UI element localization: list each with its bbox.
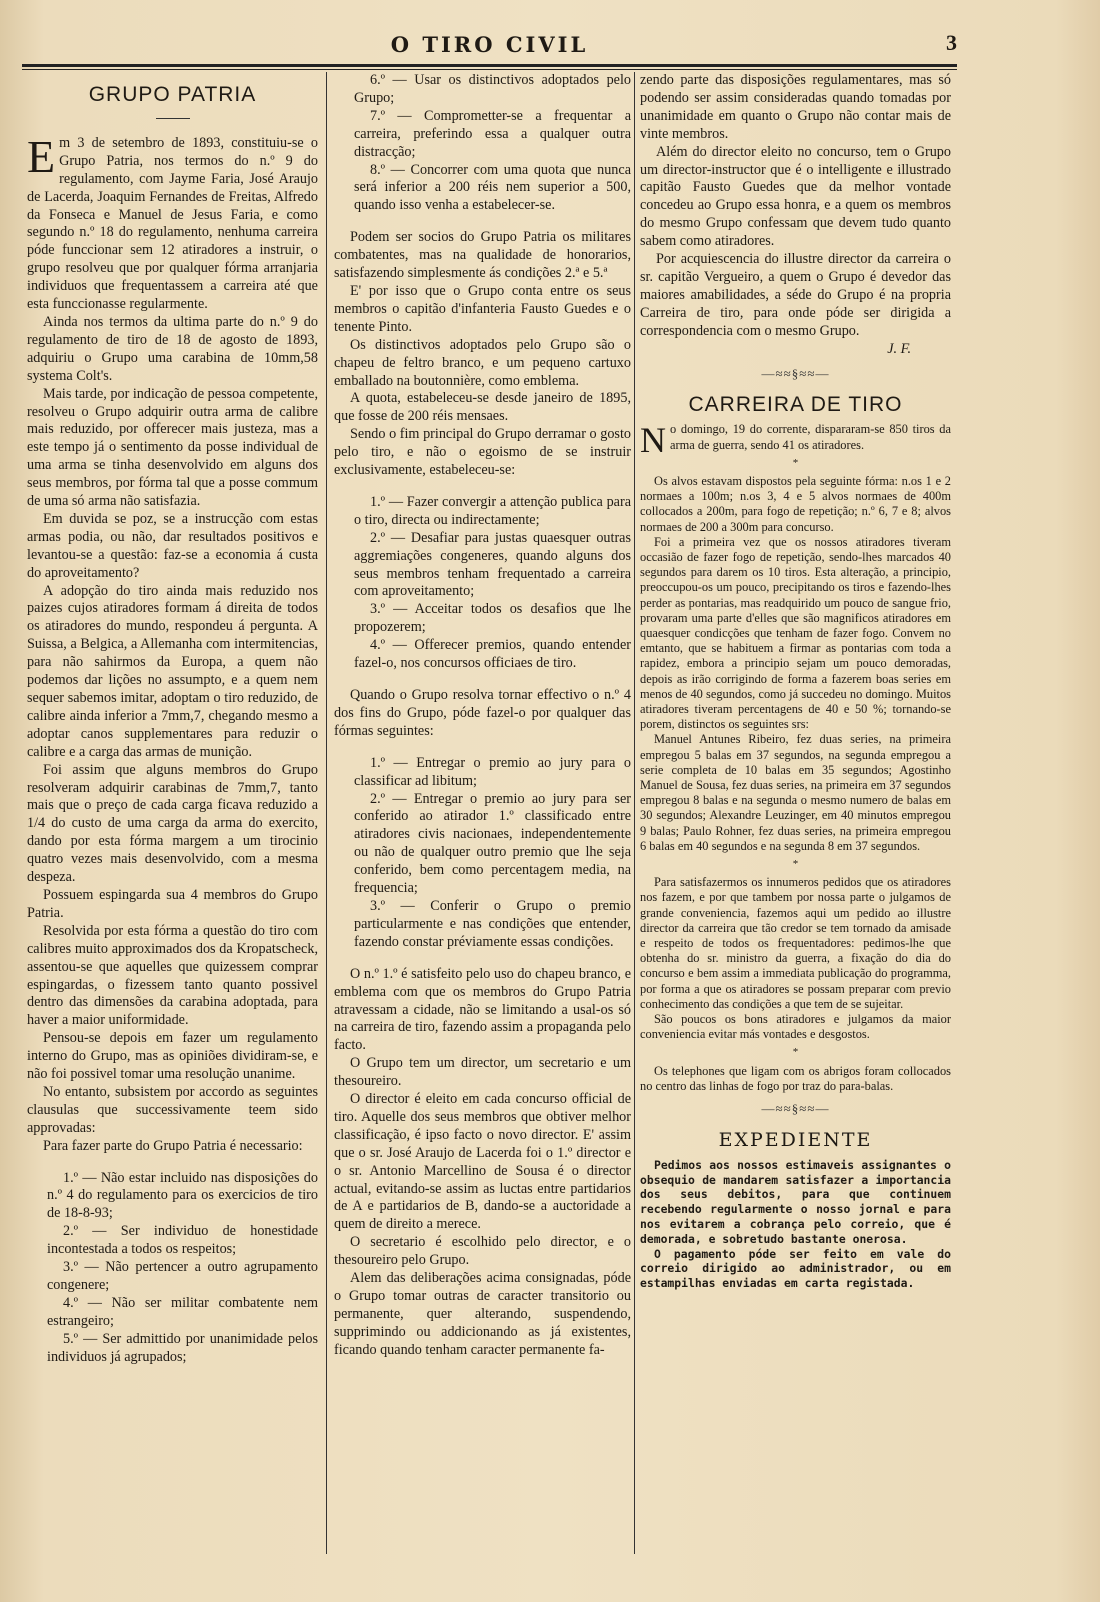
- article-paragraph: Em 3 de setembro de 1893, constituiu-se o Grupo Patria, nos termos do n.º 9 do regulamento, com Jayme Faria, José Araujo de Lacerda, Joaquim Fernandes de Freitas, Alfredo da Fonseca e Manuel de Jesus Faria, e como segundo n.º 18 do regulamento, nenhuma carreira póde funccionar sem 12 atiradores a instruir, o grupo resolveu que por qualquer fórma arranjaria individuos que frequentassem a carreira até que esta funccionasse regularmente.: [27, 130, 318, 313]
- section-divider-ornament: —≈≈§≈≈—: [761, 1101, 830, 1117]
- article-heading-grupo-patria: GRUPO PATRIA: [88, 83, 257, 106]
- article-paragraph: Sendo o fim principal do Grupo derramar o gosto pelo tiro, e não o egoismo de se instruir exclusivamente, estabeleceu-se:: [334, 426, 631, 479]
- list-item: 2.º — Entregar o premio ao jury para ser conferido ao atirador 1.º classificado entre atiradores civis nacionaes, independentemente ou não de qualquer outro premio que lhe seja conferido, bem como percentagem media, na frequencia;: [354, 790, 631, 897]
- article-paragraph: O n.º 1.º é satisfeito pelo uso do chapeu branco, e emblema com que os membros do Grupo Patria atravessam a cidade, não se limitando a usal-os só na carreira de tiro, fazendo assim a propaganda pelo facto.: [334, 965, 631, 1054]
- article-paragraph: A adopção do tiro ainda mais reduzido nos paizes cujos atiradores formam á direita de todos os atiradores do mundo, respondeu á pergunta. A Suissa, a Belgica, a Allemanha com intermitencias, para não sahirmos da Europa, a quem não podemos dar lições no assumpto, e a quem nem sequer sabemos imitar, adoptam o tiro reduzido, de calibre ainda inferior a 7mm,7, chegando mesmo a adoptar canos supplementares para reduzir o calibre e a carga das armas de munição.: [27, 582, 318, 760]
- list-item: 4.º — Offerecer premios, quando entender fazel-o, nos concursos officiaes de tiro.: [354, 637, 631, 672]
- article-paragraph: Possuem espingarda sua 4 membros do Grupo Patria.: [27, 886, 318, 921]
- article-paragraph: O director é eleito em cada concurso official de tiro. Aquelle dos seus membros que obtiver melhor classificação, é ipso facto o novo director. E' assim que o sr. José Araujo de Lacerda foi o 1.º director e o sr. Antonio Marcellino de Sousa é o director actual, evitando-se assim as luctas entre partidarios de A e partidarios de B, dando-se a auctoridade a quem de direito a merece.: [334, 1091, 631, 1233]
- article-paragraph: O secretario é escolhido pelo director, e o thesoureiro pelo Grupo.: [334, 1234, 631, 1269]
- article-paragraph: Os alvos estavam dispostos pela seguinte fórma: n.os 1 e 2 normaes a 100m; n.os 3, 4 e 5 alvos normaes de 400m collocados a 200m, para fogo de repetição; n.º 6, 7 e 8; alvos normaes de 200 a 300m para concurso.: [640, 473, 951, 534]
- header-rule-thin: [22, 69, 957, 70]
- article-paragraph: Para satisfazermos os innumeros pedidos que os atiradores nos fazem, e por que tambem por nossa parte o julgamos de grande conveniencia, fazemos aqui um pedido ao illustre director da carreira que tão credor se tem tornado da amisade e respeito de todos os frequentadores: pedimos-lhe que obtenha do sr. ministro da guerra, a fixação do dia do concurso e bem assim a immediata publicação do programma, por forma a que os atiradores se possam preparar com previo conhecimento das condições a que tem de se sujeitar.: [640, 875, 951, 1011]
- article-paragraph: Foi assim que alguns membros do Grupo resolveram adquirir carabinas de 7mm,7, tanto mais que o preço de cada carga ficava reduzido a 1/4 do custo de uma carga da arma do exercito, dando por esta fórma margem a um tirocinio quatro vezes mais desenvolvido, com a mesma despeza.: [27, 761, 318, 886]
- star-separator: *: [792, 456, 799, 469]
- article-paragraph: O pagamento póde ser feito em vale do correio dirigido ao administrador, ou em estampilhas enviadas em carta registada.: [640, 1246, 951, 1291]
- article-paragraph: O Grupo tem um director, um secretario e um thesoureiro.: [334, 1055, 631, 1090]
- star-separator: *: [792, 858, 799, 870]
- article-paragraph: Os telephones que ligam com os abrigos foram collocados no centro das linhas de fogo por traz do para-balas.: [640, 1063, 951, 1093]
- header-rule: [22, 64, 957, 67]
- article-paragraph: São poucos os bons atiradores e julgamos da maior conveniencia evitar más vontades e desgostos.: [640, 1012, 951, 1042]
- column-divider: [326, 72, 327, 1554]
- column-3: [640, 72, 951, 1291]
- article-heading-expediente: EXPEDIENTE: [718, 1128, 873, 1151]
- article-paragraph: Pedimos aos nossos estimaveis assignantes o obsequio de mandarem satisfazer a importancia dos seus debitos, para que continuem recebendo regularmente o nosso jornal e para nos evitarem a cobrança pelo correio, que é demorada, e sobretudo bastante onerosa.: [640, 1157, 951, 1246]
- article-paragraph: Pensou-se depois em fazer um regulamento interno do Grupo, mas as opiniões dividiram-se, e não foi possivel tomar uma resolução unanime.: [27, 1030, 318, 1083]
- list-item: 3.º — Não pertencer a outro agrupamento congenere;: [47, 1259, 318, 1293]
- article-paragraph: A quota, estabeleceu-se desde janeiro de 1895, que fosse de 200 réis mensaes.: [334, 390, 631, 425]
- list-item: 7.º — Comprometter-se a frequentar a carreira, preferindo essa a qualquer outra distracção;: [354, 107, 631, 160]
- list-item: 5.º — Ser admittido por unanimidade pelos individuos já agrupados;: [47, 1330, 318, 1365]
- section-divider-ornament: —≈≈§≈≈—: [761, 365, 830, 381]
- page-header: [22, 30, 957, 66]
- list-item: 3.º — Acceitar todos os desafios que lhe propozerem;: [354, 601, 631, 636]
- list-item: 1.º — Não estar incluido nas disposições do n.º 4 do regulamento para os exercicios de tiro de 18-8-93;: [47, 1169, 318, 1222]
- drop-cap: E: [27, 130, 56, 182]
- list-item: 1.º — Entregar o premio ao jury para o classificar ad libitum;: [354, 754, 631, 789]
- star-separator: *: [792, 1046, 799, 1059]
- article-paragraph: No domingo, 19 do corrente, dispararam-se 850 tiros da arma de guerra, sendo 41 os atiradores.: [640, 420, 951, 461]
- article-paragraph: Manuel Antunes Ribeiro, fez duas series, na primeira empregou 5 balas em 37 segundos, na segunda empregou a serie completa de 10 balas em 35 segundos; Agostinho Manuel de Sousa, fez duas series, na primeira em 37 segundos empregou 8 balas e na segunda o mesmo numero de balas em 30 segundos; Alexandre Leuzinger, em 40 minutos empregou 9 balas; Paulo Rohner, fez duas series, na primeira empregou 6 balas em 40 segundos e na segunda 8 em 37 segundos.: [640, 732, 951, 853]
- article-heading-carreira-de-tiro: CARREIRA DE TIRO: [688, 393, 903, 417]
- article-paragraph: Mais tarde, por indicação de pessoa competente, resolveu o Grupo adquirir outra arma de calibre mais reduzido, por offerecer mais justeza, mas a este tempo já o sentimento da posse individual de uma arma se tinha desenvolvido em alguns dos seus membros, por fórma tal que a posse commum de uma só arma não satisfazia.: [27, 385, 318, 510]
- article-paragraph: E' por isso que o Grupo conta entre os seus membros o capitão d'infanteria Fausto Guedes e o tenente Pinto.: [334, 282, 631, 335]
- list-item: 1.º — Fazer convergir a attenção publica para o tiro, directa ou indirectamente;: [354, 493, 631, 528]
- article-paragraph: Ainda nos termos da ultima parte do n.º 9 do regulamento de tiro de 18 de agosto de 1893, adquiriu o Grupo uma carabina de 10mm,58 systema Colt's.: [27, 313, 318, 384]
- article-paragraph: Resolvida por esta fórma a questão do tiro com calibres muito approximados dos da Kropatscheck, assentou-se que aquelles que quizessem comprar espingardas, o fizessem tanto quanto possivel dentro das dimensões da carabina adoptada, para haver a maior uniformidade.: [27, 922, 318, 1029]
- article-paragraph: Para fazer parte do Grupo Patria é necessario:: [43, 1137, 303, 1154]
- expediente-notice: [640, 1158, 951, 1291]
- article-paragraph: Podem ser socios do Grupo Patria os militares combatentes, mas na qualidade de honorarios, satisfazendo simplesmente ás condições 2.ª e 5.ª: [334, 229, 631, 282]
- list-item: 2.º — Desafiar para justas quaesquer outras aggremiações congeneres, quando alguns dos seus membros tenham frequentado a carreira com aproveitamento;: [354, 529, 631, 600]
- masthead-title: O TIRO CIVIL: [390, 32, 589, 57]
- article-paragraph: No entanto, subsistem por accordo as seguintes clausulas que successivamente teem sido approvadas:: [27, 1083, 318, 1136]
- heading-rule: [156, 118, 190, 119]
- column-2: [334, 72, 631, 1360]
- list-item: 6.º — Usar os distinctivos adoptados pelo Grupo;: [354, 72, 631, 106]
- list-item: 2.º — Ser individuo de honestidade incontestada a todos os respeitos;: [47, 1223, 318, 1258]
- article-paragraph: Foi a primeira vez que os nossos atiradores tiveram occasião de fazer fogo de repetição, sendo-lhes marcados 40 segundos para darem os 10 tiros. Esta alteração, a principio, preoccupou-os um pouco, precipitando os tiros e fazendo-lhes perder as pontarias, mas readquirido um pouco de sangue frio, provaram uma parte d'elles que são magnificos atiradores em quaesquer condicções que tenham de fazer fogo. Convem no emtanto, que se habituem a firmar as pontarias com toda a rapidez, embora a principio sejam um pouco demoradas, depois as irão corrigindo de forma a fazerem boas series em menos de 40 segundos, como já succedeu no domingo. Muitos atiradores tiveram percentagens de 40 e 50 %; tornando-se porem, distinctos os seguintes srs:: [640, 534, 951, 732]
- author-signature: J. F.: [887, 340, 911, 357]
- carreira-article: [640, 422, 951, 1094]
- article-paragraph: Além do director eleito no concurso, tem o Grupo um director-instructor que é o intelligente e illustrado capitão Fausto Guedes que da melhor vontade concedeu ao Grupo essa honra, e a quem os membros do mesmo Grupo confessam que devem tudo quanto sabem como atiradores.: [640, 143, 951, 250]
- column-1: [27, 72, 318, 1367]
- article-paragraph: Em duvida se poz, se a instrucção com estas armas podia, ou não, dar resultados positivos e levantou-se a questão: faz-se a economia á custa do aproveitamento?: [27, 510, 318, 581]
- list-item: 8.º — Concorrer com uma quota que nunca será inferior a 200 réis nem superior a 500, quando isso venha a estabelecer-se.: [354, 161, 631, 214]
- article-paragraph: zendo parte das disposições regulamentares, mas só podendo ser assim consideradas quando tomadas por unanimidade em quanto o Grupo não contar mais de vinte membros.: [640, 72, 951, 142]
- page-number: 3: [946, 30, 957, 55]
- column-divider: [634, 72, 635, 1554]
- drop-cap: N: [640, 420, 666, 461]
- list-item: 4.º — Não ser militar combatente nem estrangeiro;: [47, 1294, 318, 1329]
- list-item: 3.º — Conferir o Grupo o premio particularmente e nas condições que entender, fazendo constar préviamente essas condições.: [354, 897, 631, 950]
- article-paragraph: Por acquiescencia do illustre director da carreira o sr. capitão Vergueiro, a quem o Grupo é devedor das maiores amabilidades, a séde do Grupo é na propria Carreira de tiro, para onde póde ser dirigida a correspondencia com o mesmo Grupo.: [640, 251, 951, 339]
- article-paragraph: Alem das deliberações acima consignadas, póde o Grupo tomar outras de caracter transitorio ou permanente, quer alterando, suspendendo, supprimindo ou addicionando as já existentes, ficando quando tenham caracter permanente fa-: [334, 1270, 631, 1358]
- article-paragraph: Os distinctivos adoptados pelo Grupo são o chapeu de feltro branco, e um pequeno cartuxo emballado na boutonnière, como emblema.: [334, 336, 631, 389]
- article-paragraph: Quando o Grupo resolva tornar effectivo o n.º 4 dos fins do Grupo, póde fazel-o por qualquer das fórmas seguintes:: [334, 687, 631, 739]
